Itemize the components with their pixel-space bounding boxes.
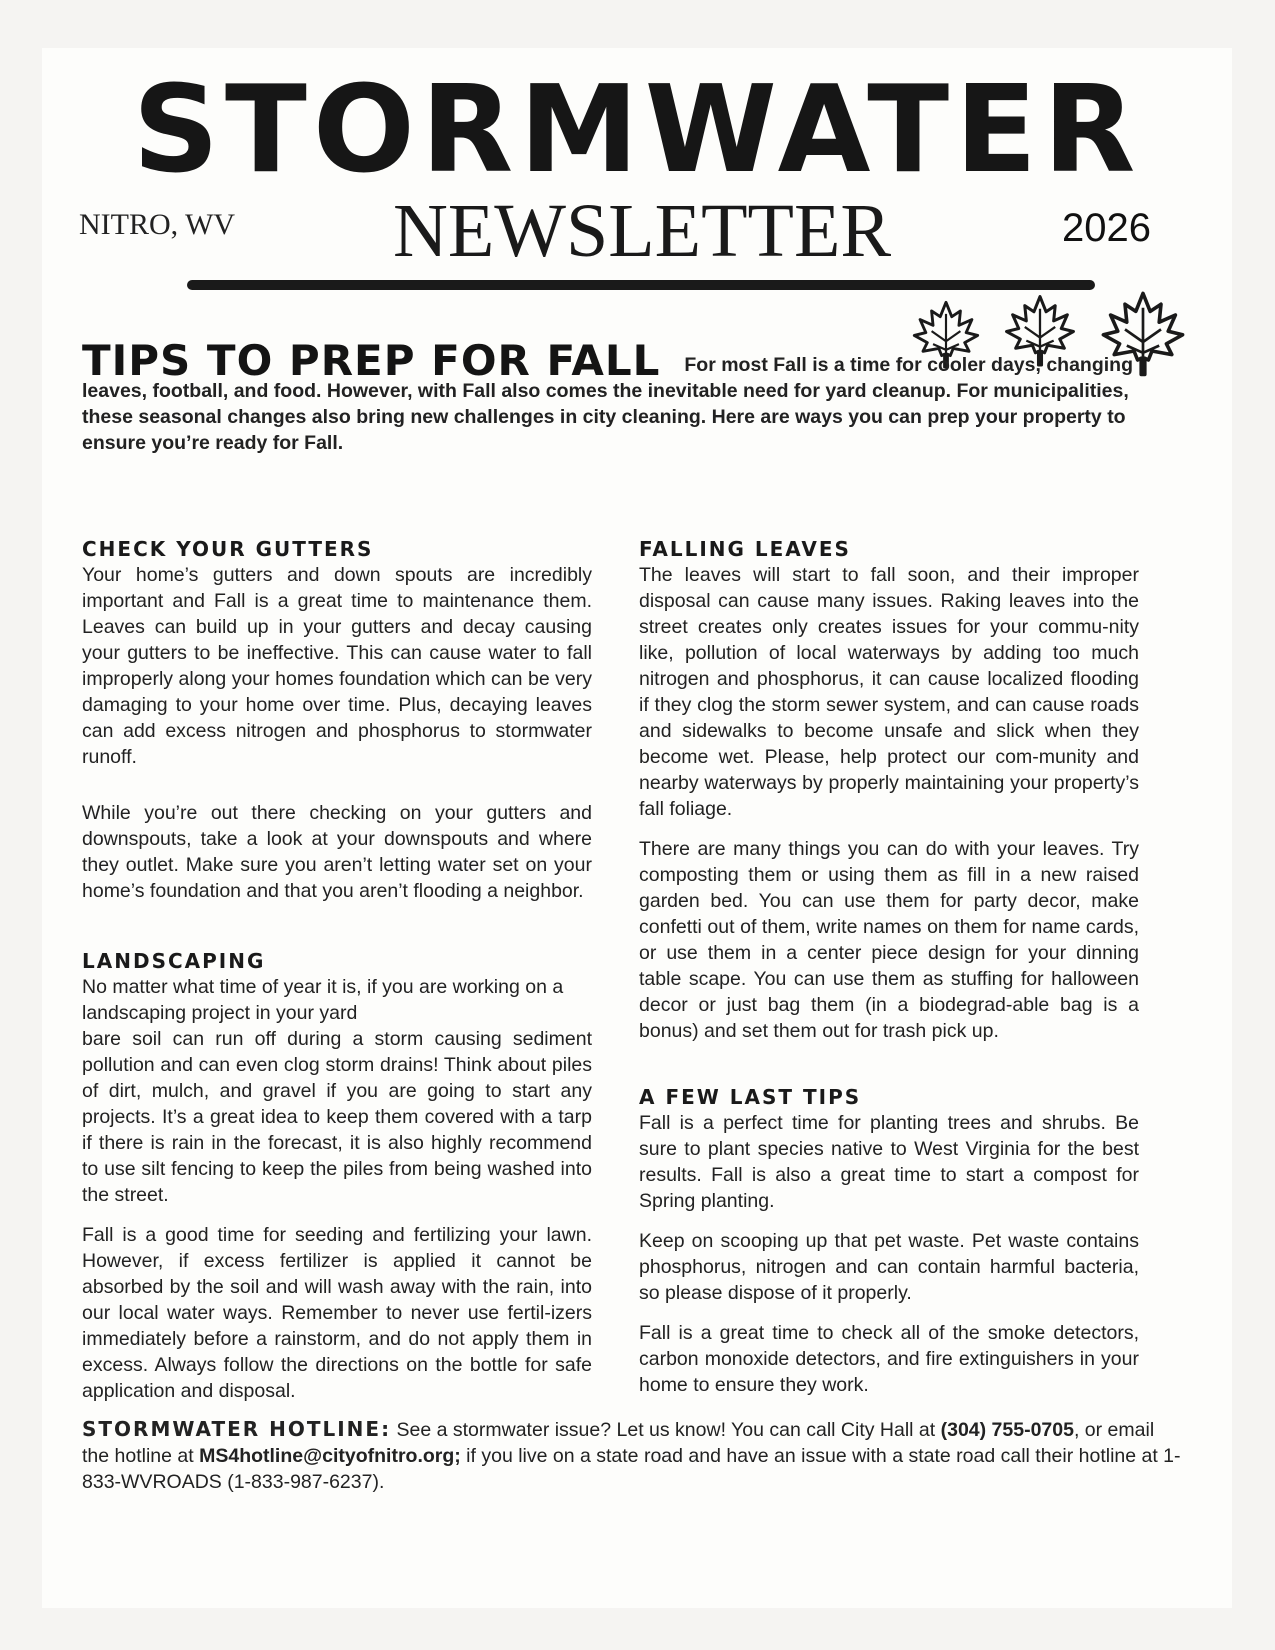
landscaping-paragraph-1b: bare soil can run off during a storm causing sediment pollution and can even clog storm drains! Think about piles of dirt, mulch, and gravel if you are going to start any projects. It’s a great idea to keep them covered with a tarp if there is rain in the forecast, it is also highly recommend to use silt fencing to keep the piles from being washed into the street.	[82, 1028, 592, 1206]
hotline-phone[interactable]: (304) 755-0705	[940, 1419, 1074, 1441]
falling-leaves-paragraph-1: The leaves will start to fall soon, and their improper disposal can cause many issues. Raking leaves into the street creates only creates issues for your commu-nity like, pollution of local waterways by adding too much nitrogen and phosphorus, it can cause localized flooding if they clog the storm sewer system, and can cause roads and sidewalks to become unsafe and slick when they become wet. Please, help protect our com-munity and nearby waterways by properly maintaining your property’s fall foliage.	[639, 564, 1139, 820]
landscaping-paragraph-1a: No matter what time of year it is, if you are working on a landscaping project in your yard	[82, 976, 564, 1024]
newsletter-title: STORMWATER	[132, 61, 1142, 200]
newsletter-subtitle: NEWSLETTER	[392, 189, 892, 273]
landscaping-heading: LANDSCAPING	[82, 949, 266, 973]
hotline-text-3: if you live on a state road and have an issue with a state road call their hotline at 1-833-WVROADS (1-833-987-6237).	[82, 1445, 1181, 1493]
gutters-paragraph-1: Your home’s gutters and down spouts are incredibly important and Fall is a great time to maintenance them. Leaves can build up in your gutters and decay causing your gutters to be ineffective. This can cause water to fall improperly along your homes foundation which can be very damaging to your home over time. Plus, decaying leaves can add excess nitrogen and phosphorus to stormwater runoff.	[82, 564, 592, 768]
hotline-label: STORMWATER HOTLINE:	[82, 1417, 392, 1441]
hotline-section	[82, 1416, 1182, 1495]
intro-heading: TIPS TO PREP FOR FALL	[82, 336, 661, 385]
falling-leaves-heading: FALLING LEAVES	[639, 537, 851, 561]
last-tips-paragraph-1: Fall is a perfect time for planting trees and shrubs. Be sure to plant species native to West Virginia for the best results. Fall is also a great time to start a compost for Spring planting.	[639, 1112, 1139, 1212]
hotline-text-2: , or email the hotline at	[82, 1419, 1155, 1467]
last-tips-heading: A FEW LAST TIPS	[639, 1085, 862, 1109]
last-tips-paragraph-3: Fall is a great time to check all of the smoke detectors, carbon monoxide detectors, and fire extinguishers in your home to ensure they work.	[639, 1322, 1139, 1396]
masthead	[42, 48, 1232, 288]
intro-section	[82, 336, 1182, 456]
year-label: 2026	[1062, 206, 1151, 250]
landscaping-paragraph-2: Fall is a good time for seeding and fertilizing your lawn. However, if excess fertilizer is applied it cannot be absorbed by the soil and will wash away with the rain, into our local water ways. Remember to never use fertil-izers immediately before a rainstorm, and do not apply them in excess. Always follow the directions on the bottle for safe application and disposal.	[82, 1224, 592, 1402]
last-tips-paragraph-2: Keep on scooping up that pet waste. Pet waste contains phosphorus, nitrogen and can contain harmful bacteria, so please dispose of it properly.	[639, 1230, 1139, 1304]
masthead-divider	[187, 280, 1095, 290]
hotline-email[interactable]: MS4hotline@cityofnitro.org;	[199, 1445, 461, 1467]
newsletter-page	[42, 48, 1232, 1608]
intro-text: For most Fall is a time for cooler days, changing leaves, football, and food. However, with Fall also comes the inevitable need for yard cleanup. For municipalities, these seasonal changes also bring new challenges in city cleaning. Here are ways you can prep your property to ensure you’re ready for Fall.	[82, 354, 1133, 454]
hotline-text-1: See a stormwater issue? Let us know! You can call City Hall at	[391, 1419, 941, 1441]
location-label: NITRO, WV	[79, 208, 236, 241]
right-column	[639, 536, 1139, 1398]
left-column	[82, 536, 592, 1404]
falling-leaves-paragraph-2: There are many things you can do with your leaves. Try composting them or using them as fill in a new raised garden bed. You can use them for party decor, make confetti out of them, write names on them for name cards, or use them in a center piece design for your dinning table scape. You can use them as stuffing for halloween decor or just bag them (in a biodegrad-able bag is a bonus) and set them out for trash pick up.	[639, 838, 1139, 1042]
gutters-paragraph-2: While you’re out there checking on your gutters and downspouts, take a look at your downspouts and where they outlet. Make sure you aren’t letting water set on your home’s foundation and that you aren’t flooding a neighbor.	[82, 802, 592, 902]
gutters-heading: CHECK YOUR GUTTERS	[82, 537, 374, 561]
